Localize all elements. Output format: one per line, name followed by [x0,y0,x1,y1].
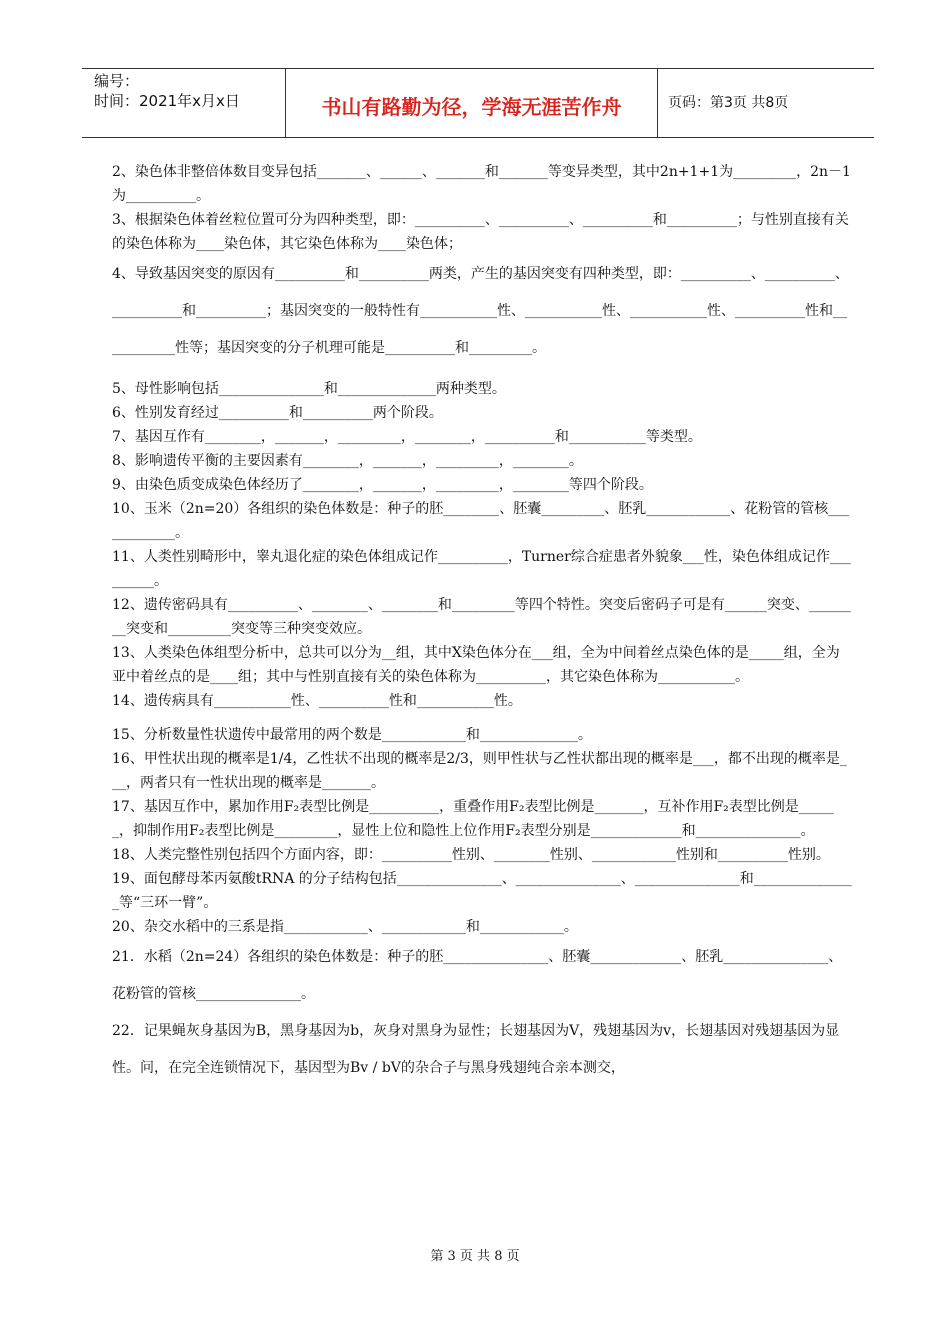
question-5: 5、母性影响包括_______________和______________两种类型。 [112,381,506,397]
question-2: 2、染色体非整倍体数目变异包括_______、______、_______和_______等变异类型，其中2n+1+1为_________，2n－1为__________。 [112,164,851,204]
question-3: 3、根据染色体着丝粒位置可分为四种类型，即：__________、__________、__________和__________；与性别直接有关的染色体称为____染色体，其它染色体称为____染色体； [112,212,849,252]
question-13: 13、人类染色体组型分析中，总共可以分为__组，其中X染色体分在___组，全为中间着丝点染色体的是_____组，全为亚中着丝点的是____组；其中与性别直接有关的染色体称为__________，其它染色体称为___________。 [112,645,840,685]
question-18: 18、人类完整性别包括四个方面内容，即：__________性别、________性别、____________性别和__________性别。 [112,847,830,863]
question-17: 17、基因互作中，累加作用F₂表型比例是__________，重叠作用F₂表型比例是_______，互补作用F₂表型比例是______，抑制作用F₂表型比例是_________，显性上位和隐性上位作用F₂表型分别是_____________和_______________。 [112,799,834,839]
question-8: 8、影响遗传平衡的主要因素有________，_______，_________，________。 [112,453,583,469]
question-9: 9、由染色质变成染色体经历了________，_______，_________，________等四个阶段。 [112,477,653,493]
page-header [82,68,874,138]
header-motto-cell [285,69,658,137]
page-footer [0,1245,950,1264]
page-info: 页码：第3页 共8页 [668,95,789,111]
question-6: 6、性别发育经过__________和__________两个阶段。 [112,405,443,421]
question-14: 14、遗传病具有___________性、__________性和___________性。 [112,693,522,709]
question-15: 15、分析数量性状遗传中最常用的两个数是____________和______________。 [112,727,592,743]
question-7: 7、基因互作有________，_______，_________，________，__________和___________等类型。 [112,429,702,445]
question-11: 11、人类性别畸形中，睾丸退化症的染色体组成记作__________，Turner综合症患者外貌象___性，染色体组成记作_________。 [112,549,851,589]
number-label: 编号： [94,72,140,90]
question-10: 10、玉米（2n=20）各组织的染色体数是：种子的胚________、胚囊_________、胚乳____________、花粉管的管核____________。 [112,501,850,541]
question-19: 19、面包酵母苯丙氨酸tRNA 的分子结构包括_______________、_______________、_______________和_______________等“三环一臂”。 [112,871,852,911]
question-22: 22．记果蝇灰身基因为B，黑身基因为b，灰身对黑身为显性；长翅基因为V，残翅基因为v，长翅基因对残翅基因为显性。问，在完全连锁情况下，基因型为Bv / bV的杂合子与黑身残翅纯合亲本测交， [112,1023,840,1076]
header-left-cell [82,69,285,137]
question-20: 20、杂交水稻中的三系是指____________、____________和____________。 [112,919,578,935]
question-list [112,160,852,1087]
header-right-cell [658,69,874,137]
footer-page-number: 第 3 页 共 8 页 [430,1249,520,1264]
question-16: 16、甲性状出现的概率是1/4，乙性状不出现的概率是2/3，则甲性状与乙性状都出现的概率是___，都不出现的概率是___，两者只有一性状出现的概率是_______。 [112,751,847,791]
motto-text: 书山有路勤为径，学海无涯苦作舟 [321,94,622,119]
question-4: 4、导致基因突变的原因有__________和__________两类，产生的基因突变有四种类型，即：__________、__________、__________和__________；基因突变的一般特性有___________性、___________性、___________性、__________性和___________性等；基因突变的分子机理可能是__________和_________。 [112,266,849,356]
date-label: 时间：2021年x月x日 [94,92,240,110]
question-12: 12、遗传密码具有__________、________、________和_________等四个特性。突变后密码子可是有______突变、________突变和_________突变等三种突变效应。 [112,597,851,637]
question-21: 21．水稻（2n=24）各组织的染色体数是：种子的胚_______________、胚囊_____________、胚乳_______________、花粉管的管核_______________。 [112,949,843,1002]
